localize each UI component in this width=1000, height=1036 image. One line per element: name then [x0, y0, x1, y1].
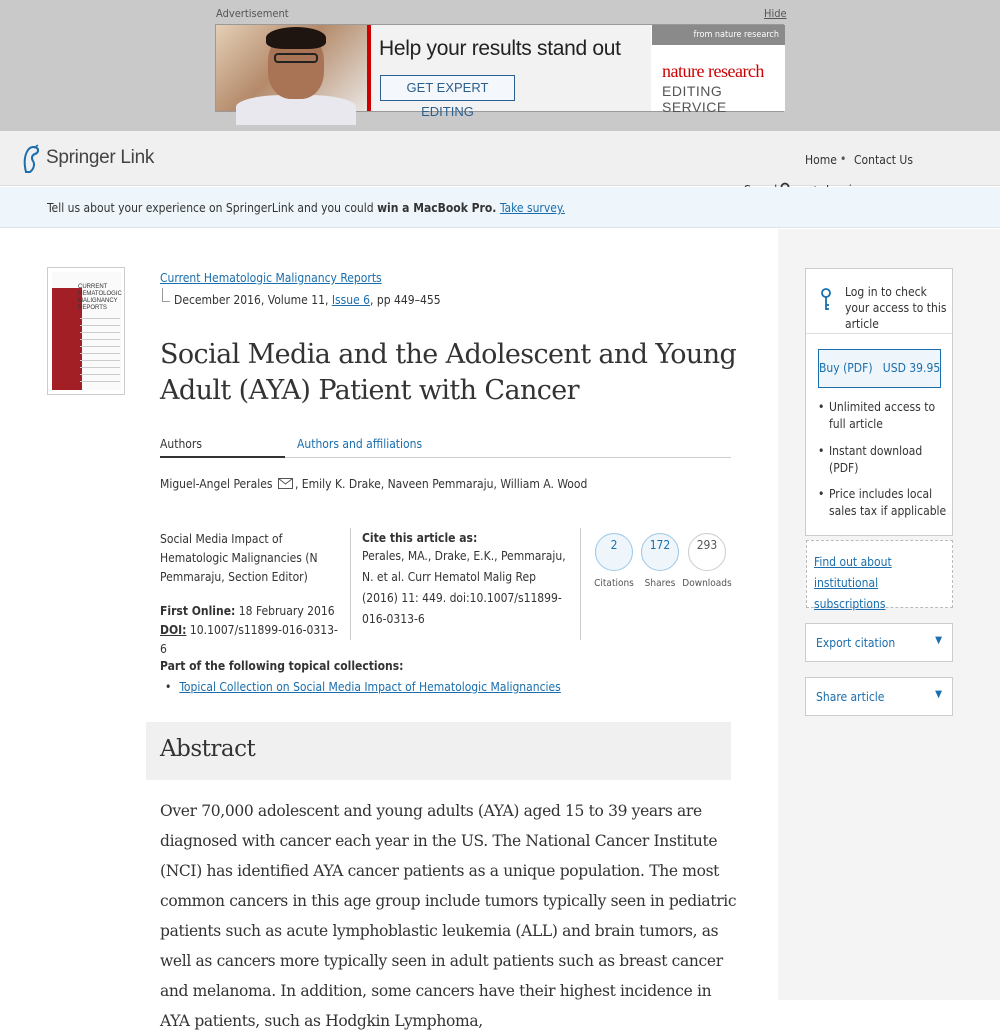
ad-banner[interactable]: [215, 24, 784, 119]
ad-cta-button[interactable]: GET EXPERT EDITING: [380, 75, 515, 101]
site-header: [0, 131, 1000, 186]
doi-value: 10.1007/s11899-016-0313-6: [160, 623, 338, 656]
abstract-header: [146, 722, 731, 780]
springerlink-logo[interactable]: Springer Link: [46, 147, 155, 168]
ad-from-label: from nature research: [652, 25, 785, 45]
survey-prize: win a MacBook Pro.: [377, 201, 497, 215]
buy-pdf-button[interactable]: Buy (PDF) USD 39.95: [818, 349, 941, 388]
issue-info: [174, 293, 441, 307]
shares-count: 172: [641, 533, 679, 571]
issue-pages: , pp 449–455: [370, 293, 441, 307]
institutional-subscriptions-link[interactable]: Find out about institutional subscriptions: [814, 555, 892, 611]
ad-service-label: EDITING SERVICE: [662, 83, 727, 115]
export-citation-label: Export citation: [816, 636, 896, 650]
ad-brand-logo: nature research: [662, 61, 764, 81]
key-icon: [819, 288, 833, 312]
share-article-label: Share article: [816, 690, 885, 704]
nav-contact-link[interactable]: Contact Us: [854, 153, 913, 167]
citation-text: Perales, MA., Drake, E.K., Pemmaraju, N. et al. Curr Hematol Malig Rep (2016) 11: 449. doi:10.1007/s11899-016-0313-6: [362, 549, 566, 626]
cite-heading: Cite this article as:: [362, 531, 478, 545]
survey-text: Tell us about your experience on SpringerLink and you could: [47, 201, 374, 215]
downloads-count: 293: [688, 533, 726, 571]
divider: [806, 333, 952, 334]
author-tabs: [160, 435, 731, 458]
cover-title: CURRENT HEMATOLOGIC MALIGNANCY REPORTS: [78, 284, 122, 311]
citations-count: 2: [595, 533, 633, 571]
downloads-label: Downloads: [682, 578, 732, 589]
nav-home-link[interactable]: Home: [805, 153, 837, 167]
citations-metric[interactable]: [594, 533, 634, 589]
doi-label: DOI:: [160, 623, 187, 637]
citations-label: Citations: [594, 578, 634, 589]
author-list: [160, 477, 587, 491]
bullet: •: [165, 680, 172, 694]
ad-photo: [216, 25, 367, 111]
nav-separator: •: [840, 152, 847, 166]
author-name[interactable]: Miguel-Angel Perales: [160, 477, 273, 491]
shares-label: Shares: [644, 578, 676, 589]
tab-authors-affiliations[interactable]: Authors and affiliations: [297, 437, 423, 451]
topical-collection-link[interactable]: Topical Collection on Social Media Impact of Hematologic Malignancies: [179, 680, 561, 694]
issue-link[interactable]: Issue 6: [331, 293, 371, 307]
article-metadata: [160, 530, 340, 659]
springer-horse-icon: [20, 144, 42, 174]
ad-headline: Help your results stand out: [379, 37, 621, 60]
abstract-text: Over 70,000 adolescent and young adults (AYA) aged 15 to 39 years are diagnosed with cancer each year in the US. The National Cancer Institute (NCI) has identified AYA cancer patients as a unique population. The most common cancers in this age group include tumors typically seen in pediatric patients such as acute lymphoblastic leukemia (ALL) and brain tumors, as well as cancers more typically seen in adult patients such as breast cancer and melanoma. In addition, some cancers have their highest incidence in AYA patients, such as Hodgkin Lymphoma,: [160, 802, 737, 1030]
cite-this-article: [362, 530, 572, 630]
downloads-metric: [682, 533, 732, 589]
issue-connector: [162, 288, 170, 302]
survey-message: [47, 201, 565, 215]
journal-link[interactable]: Current Hematologic Malignancy Reports: [160, 271, 382, 285]
share-article-dropdown[interactable]: [805, 677, 953, 716]
login-access-link[interactable]: Log in to check your access to this article: [845, 285, 947, 331]
ad-hide-link[interactable]: Hide: [764, 7, 787, 20]
first-online-label: First Online:: [160, 604, 236, 618]
caret-down-icon: ▼: [935, 635, 942, 646]
topical-collection-item: [165, 680, 561, 694]
divider: [580, 528, 581, 640]
take-survey-link[interactable]: Take survey.: [499, 201, 565, 215]
author-names: , Emily K. Drake, Naveen Pemmaraju, William A. Wood: [294, 477, 588, 491]
topical-collections-heading: Part of the following topical collections:: [160, 659, 404, 673]
first-online-date: 18 February 2016: [238, 604, 335, 618]
article-title: Social Media and the Adolescent and Young Adult (AYA) Patient with Cancer: [160, 339, 737, 406]
shares-metric[interactable]: [640, 533, 680, 589]
issue-date: December 2016, Volume 11,: [174, 293, 332, 307]
caret-down-icon: ▼: [935, 689, 942, 700]
export-citation-dropdown[interactable]: [805, 623, 953, 662]
ad-label: Advertisement: [216, 7, 289, 20]
journal-cover[interactable]: [47, 267, 125, 395]
divider: [350, 528, 351, 640]
email-icon[interactable]: [278, 478, 293, 489]
abstract-title: Abstract: [160, 736, 256, 762]
tab-authors[interactable]: Authors: [160, 437, 285, 458]
section-info: Social Media Impact of Hematologic Malignancies (N Pemmaraju, Section Editor): [160, 532, 318, 584]
survey-banner: [0, 187, 1000, 228]
advertisement-bar: [0, 0, 1000, 131]
